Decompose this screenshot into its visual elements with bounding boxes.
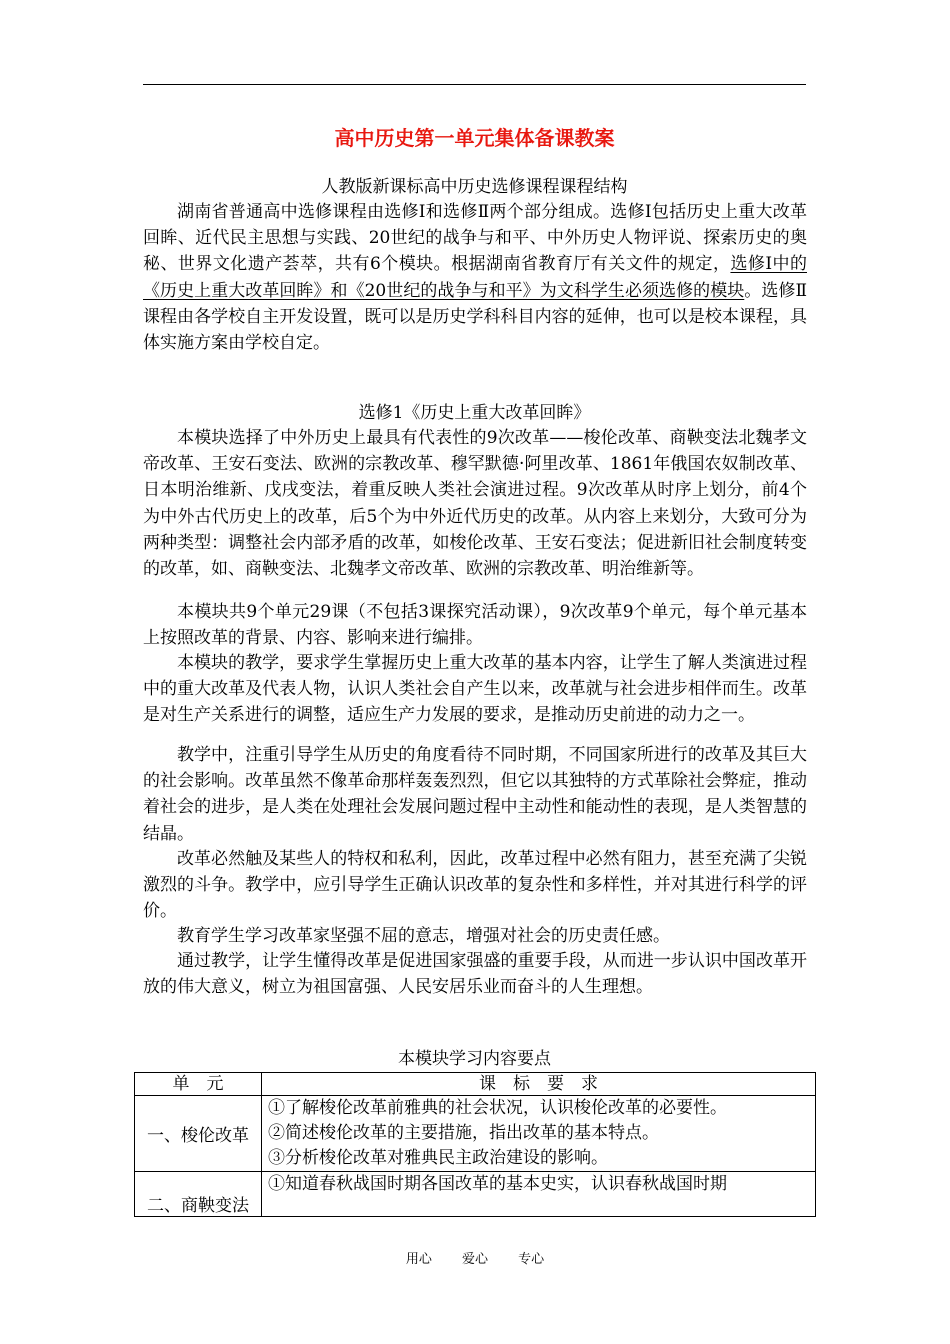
requirements-cell: [262, 1172, 816, 1217]
table-row: [135, 1172, 816, 1217]
section-heading-module: 选修1《历史上重大改革回眸》: [358, 403, 591, 423]
structure-text-pre: 湖南省普通高中选修课程由选修Ⅰ和选修Ⅱ两个部分组成。选修Ⅰ包括历史上重大改革回眸、近代民主思想与实践、20世纪的战争与和平、中外历史人物评说、探索历史的奥秘、世界文化遗产荟萃，共有6个模块。根据湖南省教育厅有关文件的规定，: [143, 202, 807, 275]
table-caption: 本模块学习内容要点: [398, 1049, 551, 1069]
requirement-item: ③分析梭伦改革对雅典民主政治建设的影响。: [268, 1148, 608, 1168]
requirement-item: ②简述梭伦改革的主要措施，指出改革的基本特点。: [268, 1123, 659, 1143]
module-paragraph-3: 本模块的教学，要求学生掌握历史上重大改革的基本内容，让学生了解人类演进过程中的重大改革及代表人物，认识人类社会自产生以来，改革就与社会进步相伴而生。改革是对生产关系进行的调整，适应生产力发展的要求，是推动历史前进的动力之一。: [143, 653, 807, 726]
unit-cell: 二、商鞅变法: [135, 1172, 262, 1217]
page-footer: [0, 1248, 950, 1267]
module-paragraph-5: 改革必然触及某些人的特权和私利，因此，改革过程中必然有阻力，甚至充满了尖锐激烈的斗争。教学中，应引导学生正确认识改革的复杂性和多样性，并对其进行科学的评价。: [143, 849, 807, 922]
requirement-item: ①了解梭伦改革前雅典的社会状况，认识梭伦改革的必要性。: [268, 1098, 727, 1118]
header-rule: [143, 84, 806, 85]
header-unit: 单 元: [135, 1073, 262, 1096]
header-requirements: 课 标 要 求: [262, 1073, 816, 1096]
structure-text-post: 。选修Ⅱ课程由各学校自主开发设置，既可以是历史学科科目内容的延伸，也可以是校本课程，具体实施方案由学校自定。: [143, 280, 807, 354]
module-paragraph-4: 教学中，注重引导学生从历史的角度看待不同时期，不同国家所进行的改革及其巨大的社会影响。改革虽然不像革命那样轰轰烈烈，但它以其独特的方式革除社会弊症，推动着社会的进步，是人类在处理社会发展问题过程中主动性和能动性的表现，是人类智慧的结晶。: [143, 745, 807, 844]
unit-cell: 一、梭伦改革: [135, 1096, 262, 1172]
requirements-table: [134, 1072, 816, 1217]
module-paragraph-7: 通过教学，让学生懂得改革是促进国家强盛的重要手段，从而进一步认识中国改革开放的伟大意义，树立为祖国富强、人民安居乐业而奋斗的人生理想。: [143, 951, 807, 998]
document-title: 高中历史第一单元集体备课教案: [334, 126, 615, 150]
footer-text: 用心: [405, 1252, 432, 1267]
table-header-row: [135, 1073, 816, 1096]
section-heading-structure: 人教版新课标高中历史选修课程课程结构: [321, 177, 628, 197]
footer-text: 专心: [518, 1252, 545, 1267]
module-paragraph-6: 教育学生学习改革家坚强不屈的意志，增强对社会的历史责任感。: [177, 926, 670, 946]
table-row: [135, 1096, 816, 1172]
module-paragraph-1: 本模块选择了中外历史上最具有代表性的9次改革——梭伦改革、商鞅变法北魏孝文帝改革、王安石变法、欧洲的宗教改革、穆罕默德·阿里改革、1861年俄国农奴制改革、日本明治维新、戊戌变法，着重反映人类社会演进过程。9次改革从时序上划分，前4个为中外古代历史上的改革，后5个为中外近代历史的改革。从内容上来划分，大致可分为两种类型：调整社会内部矛盾的改革，如梭伦改革、王安石变法；促进新旧社会制度转变的改革，如、商鞅变法、北魏孝文帝改革、欧洲的宗教改革、明治维新等。: [143, 428, 807, 580]
structure-paragraph: [143, 199, 807, 356]
requirement-item: ①知道春秋战国时期各国改革的基本史实，认识春秋战国时期: [268, 1174, 727, 1194]
module-paragraph-2: 本模块共9个单元29课（不包括3课探究活动课），9次改革9个单元，每个单元基本上按照改革的背景、内容、影响来进行编排。: [143, 602, 807, 649]
structure-text-underlined: 选修Ⅰ中的《历史上重大改革回眸》和《20世纪的战争与和平》为文科学生必须选修的模块: [143, 254, 807, 301]
footer-text: 爱心: [461, 1252, 488, 1267]
requirements-cell: [262, 1096, 816, 1172]
